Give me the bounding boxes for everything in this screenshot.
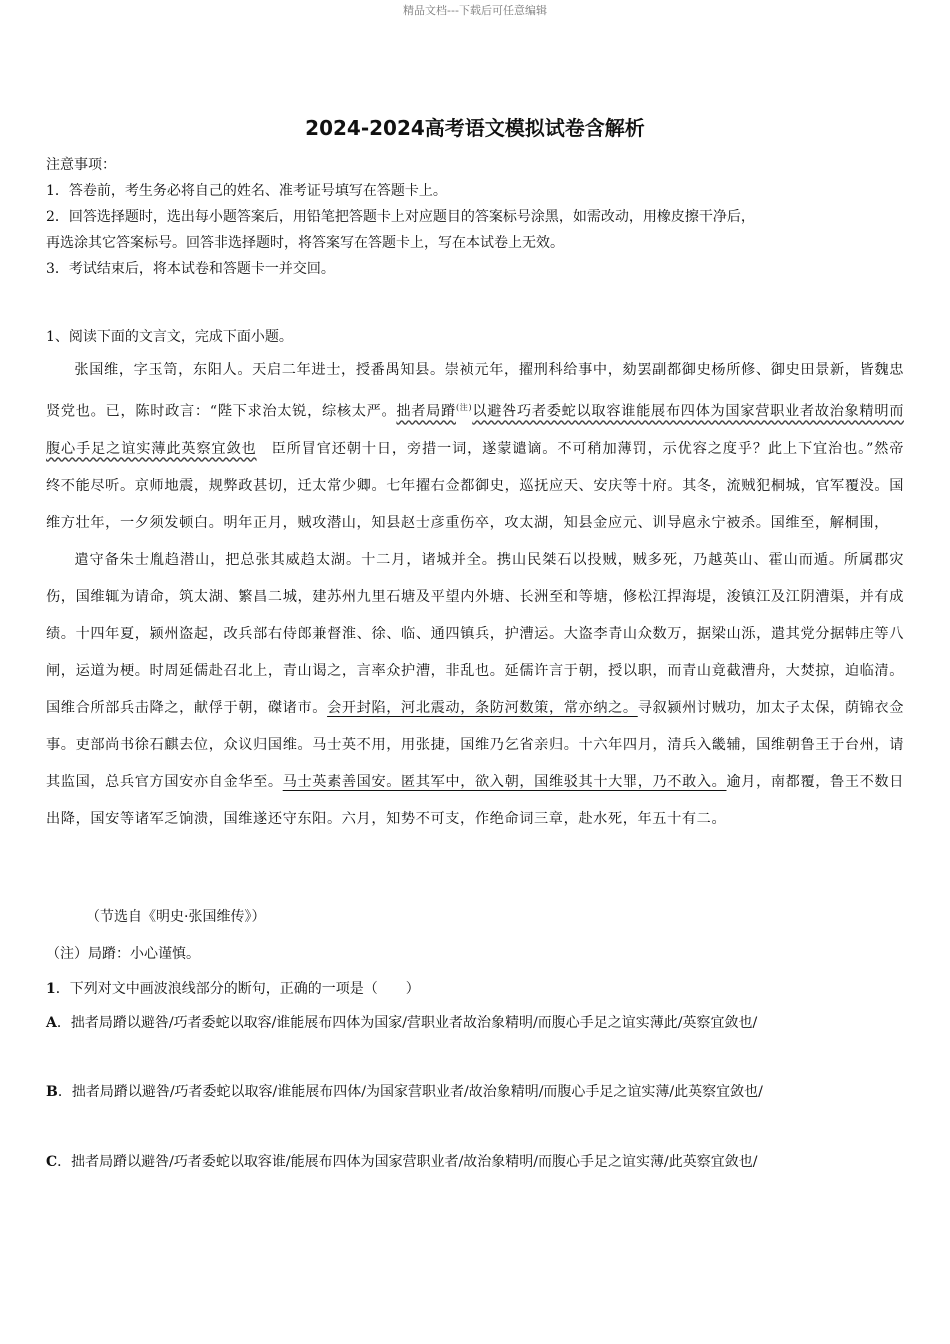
passage-note: （注）局蹐：小心谨慎。 (46, 946, 200, 962)
notice-item: 2．回答选择题时，选出每小题答案后，用铅笔把答题卡上对应题目的答案标号涂黑，如需改动，用橡皮擦干净后， (46, 209, 755, 225)
passage-paragraph-1 (46, 352, 904, 542)
passage-paragraph-2 (46, 542, 904, 838)
question-intro: 1、阅读下面的文言文，完成下面小题。 (46, 329, 293, 345)
option-b (46, 1075, 906, 1109)
notice-item: 3．考试结束后，将本试卷和答题卡一并交回。 (46, 261, 335, 277)
option-letter: C (46, 1154, 58, 1170)
option-c (46, 1145, 906, 1179)
notice-item: 1．答卷前，考生务必将自己的姓名、准考证号填写在答题卡上。 (46, 183, 447, 199)
option-letter: A (46, 1015, 57, 1031)
wavy-underlined-text: 以避咎巧者委蛇以取容谁能展布四体为国家营职业者故治象精明而腹心手足之谊实薄此英察宜敛也 (46, 403, 904, 457)
passage-source: （节选自《明史·张国维传》） (86, 909, 266, 925)
option-letter: B (46, 1084, 58, 1100)
watermark-header: 精品文档---下载后可任意编辑 (403, 4, 547, 17)
notice-section (46, 152, 916, 282)
question-text: ．下列对文中画波浪线部分的断句，正确的一项是（ ） (55, 981, 420, 997)
question-stem (46, 978, 420, 998)
underlined-text: 会开封陷，河北震动，条防河数策，常亦纳之。 (327, 699, 638, 716)
page-title: 2024-2024高考语文模拟试卷含解析 (305, 116, 645, 140)
notice-item: 再选涂其它答案标号。回答非选择题时，将答案写在答题卡上，写在本试卷上无效。 (46, 235, 564, 251)
passage-text: 臣所冒官还朝十日，旁措一词，遂蒙谴谪。不可稍加薄罚，示优容之度乎？此上下宜治也。”然帝终不能尽听。京师地震，规弊政甚切，迁太常少卿。七年擢右佥都御史，巡抚应天、安庆等十府。其冬，流贼犯桐城，官军覆没。国维方壮年，一夕须发顿白。明年正月，贼攻潜山，知县赵士彦重伤卒，攻太湖，知县金应元、训导扈永宁被杀。国维至，解桐围， (46, 440, 905, 531)
passage-text: 张国维，字玉笥，东阳人。天启二年进士，授番禺知县。崇祯元年，擢刑科给事中，劾罢副都御史杨所修、御史田景新，皆魏忠贤党也。已，陈时政言：“陛下求治太锐，综核太严。 (46, 362, 904, 420)
option-text: ．拙者局蹐以避咎/巧者委蛇以取容谁/能展布四体为国家营职业者/故治象精明/而腹心手足之谊实薄/此英察宜敛也/ (57, 1154, 758, 1170)
option-text: ．拙者局蹐以避咎/巧者委蛇以取容/谁能展布四体为国家/营职业者故治象精明/而腹心手足之谊实薄此/英察宜敛也/ (56, 1015, 758, 1031)
classical-passage (46, 352, 904, 838)
passage-text: 遣守备朱士胤趋潜山，把总张其威趋太湖。十二月，诸城并全。携山民桀石以投贼，贼多死，乃越英山、霍山而遁。所属郡灾伤，国维辄为请命，筑太湖、繁昌二城，建苏州九里石塘及平望内外塘、长洲至和等塘，修松江捍海堤，浚镇江及江阴漕渠，并有成绩。十四年夏，颍州盗起，改兵部右侍郎兼督淮、徐、临、通四镇兵，护漕运。大盗李青山众数万，据梁山泺，遣其党分据韩庄等八闸，运道为梗。时周延儒赴召北上，青山谒之，言率众护漕，非乱也。延儒许言于朝，授以职，而青山竟截漕舟，大焚掠，迫临清。国维合所部兵击降之，献俘于朝，磔诸市。 (46, 551, 904, 716)
wavy-underlined-text: 拙者局蹐 (396, 403, 456, 420)
option-a (46, 1006, 906, 1040)
underlined-text: 马士英素善国安。匿其军中，欲入朝，国维驳其十大罪，乃不敢入。 (282, 773, 727, 790)
passage-text: 寻叙颍州讨贼功，加太子太保，荫锦衣佥事。吏部尚书徐石麒去位，众议归国维。马士英不用，用张捷，国维乃乞省亲归。十六年四月，清兵入畿辅，国维朝鲁王于台州，请其监国，总兵官方国安亦自金华至。 (46, 699, 904, 790)
passage-text: 逾月，南都覆，鲁王不数日出降，国安等诸军乏饷溃，国维遂还守东阳。六月，知势不可支，作绝命词三章，赴水死，年五十有二。 (46, 773, 904, 827)
question-number: 1 (46, 981, 56, 997)
option-text: ．拙者局蹐以避咎/巧者委蛇以取容/谁能展布四体/为国家营职业者/故治象精明/而腹心手足之谊实薄/此英察宜敛也/ (57, 1084, 763, 1100)
notice-heading: 注意事项： (46, 157, 116, 173)
note-marker: (注) (455, 403, 473, 412)
